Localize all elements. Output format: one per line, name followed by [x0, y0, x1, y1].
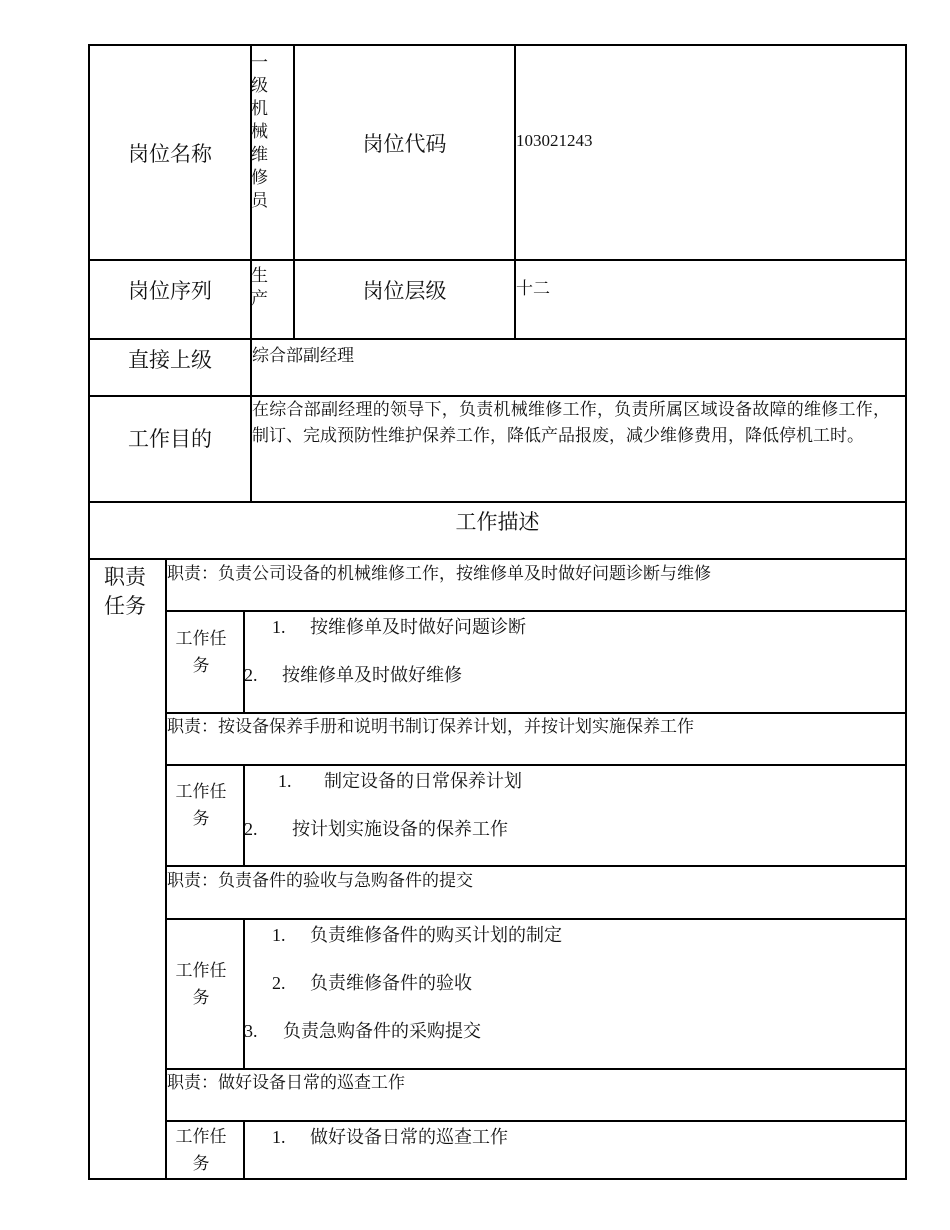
supervisor-value: 综合部副经理	[252, 346, 354, 365]
task-number: 3.	[244, 1021, 258, 1041]
task-text: 按维修单及时做好维修	[282, 665, 462, 685]
position-name-value: 一级机械维修员	[251, 53, 268, 210]
frame-bottom	[88, 1178, 907, 1180]
task-number: 1.	[272, 617, 286, 637]
task-text: 负责维修备件的购买计划的制定	[310, 925, 562, 945]
sequence-value: 生产	[251, 266, 268, 308]
row-line	[165, 610, 907, 612]
task-number: 2.	[244, 819, 258, 839]
task-label: 工作任务	[175, 782, 227, 828]
row-line	[88, 558, 907, 560]
level-label: 岗位层级	[362, 279, 447, 303]
position-name-label: 岗位名称	[128, 141, 212, 166]
level-value: 十二	[516, 279, 550, 298]
duty-text: 职责：负责备件的验收与急购备件的提交	[167, 871, 473, 890]
task-text: 按计划实施设备的保养工作	[292, 819, 508, 839]
task-label: 工作任务	[175, 629, 227, 675]
task-item	[244, 1017, 481, 1045]
task-text: 负责维修备件的验收	[310, 973, 472, 993]
task-number: 2.	[272, 973, 286, 993]
row-line	[165, 918, 907, 920]
task-text: 负责急购备件的采购提交	[283, 1021, 481, 1041]
row-line	[88, 501, 907, 503]
task-text: 按维修单及时做好问题诊断	[310, 617, 526, 637]
sequence-label: 岗位序列	[128, 279, 212, 303]
row-line	[165, 764, 907, 766]
task-item	[244, 815, 508, 843]
row-line	[165, 1120, 907, 1122]
purpose-value: 在综合部副经理的领导下，负责机械维修工作，负责所属区域设备故障的维修工作，制订、完成预防性维护保养工作，降低产品报废，减少维修费用，降低停机工时。	[252, 400, 890, 445]
task-number: 1.	[272, 1127, 286, 1147]
col-line	[243, 918, 245, 1070]
frame-right	[905, 44, 907, 1180]
supervisor-label: 直接上级	[128, 348, 212, 372]
task-item	[272, 921, 562, 949]
task-item	[272, 969, 472, 997]
task-label: 工作任务	[175, 961, 227, 1007]
task-number: 1.	[278, 771, 292, 791]
task-item	[244, 661, 462, 689]
task-item	[272, 613, 526, 641]
task-label: 工作任务	[175, 1127, 227, 1173]
task-text: 制定设备的日常保养计划	[324, 771, 522, 791]
position-code-value: 103021243	[516, 131, 593, 150]
col-line	[243, 1120, 245, 1179]
purpose-label: 工作目的	[128, 427, 212, 451]
task-item	[278, 767, 522, 795]
duty-text: 职责：做好设备日常的巡查工作	[167, 1073, 405, 1092]
duties-label: 职责任务	[104, 565, 146, 618]
task-number: 1.	[272, 925, 286, 945]
row-line	[165, 865, 907, 867]
position-code-label: 岗位代码	[362, 132, 447, 156]
duty-text: 职责：按设备保养手册和说明书制订保养计划，并按计划实施保养工作	[167, 717, 694, 736]
section-title: 工作描述	[455, 510, 540, 534]
task-item	[272, 1123, 508, 1151]
task-text: 做好设备日常的巡查工作	[310, 1127, 508, 1147]
task-number: 2.	[244, 665, 258, 685]
duty-text: 职责：负责公司设备的机械维修工作，按维修单及时做好问题诊断与维修	[167, 564, 711, 583]
